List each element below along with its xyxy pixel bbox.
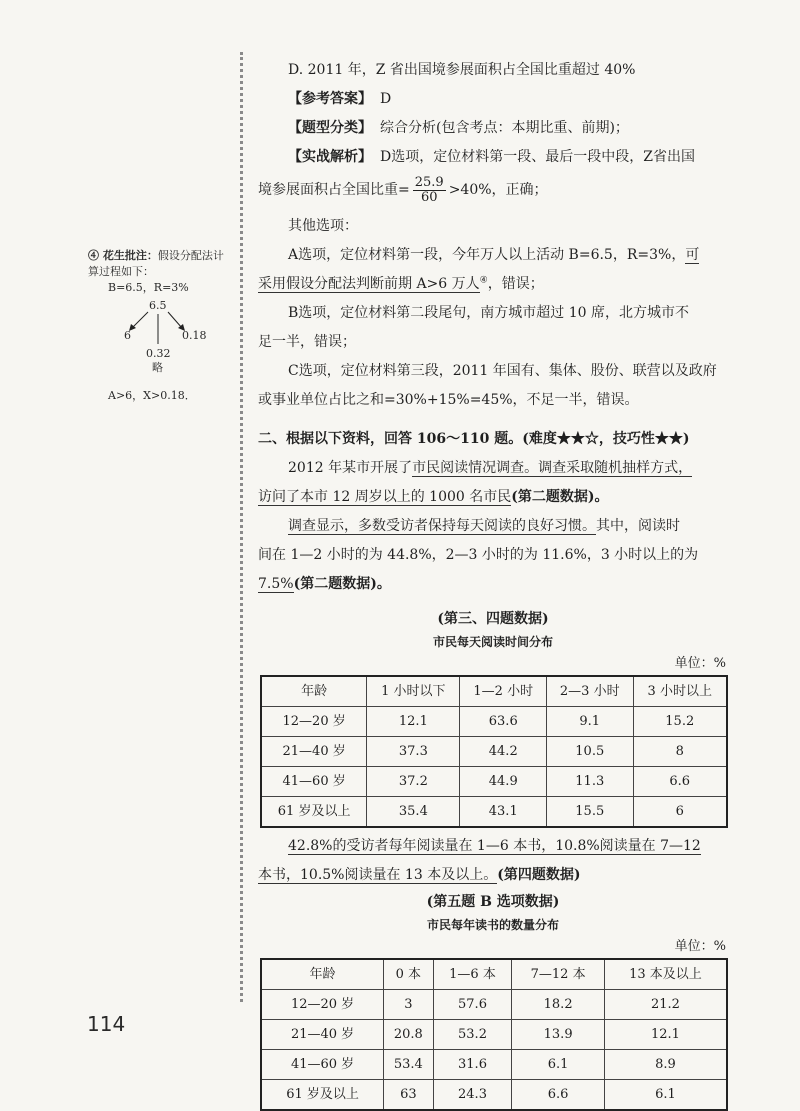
table-row: [261, 1020, 727, 1050]
table-header-cell: 1—2 小时: [460, 676, 547, 707]
type-row: [258, 114, 728, 143]
option-a-line2: [258, 270, 728, 299]
table-header-cell: 1—6 本: [433, 959, 512, 990]
answer-label: 【参考答案】: [288, 91, 372, 107]
answer-value: D: [380, 91, 392, 107]
analysis-row: [258, 143, 728, 172]
section-heading: 二、根据以下资料，回答 106～110 题。(难度★★☆，技巧性★★): [258, 431, 690, 447]
table-cell: 35.4: [367, 797, 460, 828]
table-cell: 12.1: [367, 707, 460, 737]
table-cell: 15.5: [547, 797, 634, 828]
option-d: D. 2011 年，Z 省出国境参展面积占全国比重超过 40%: [288, 62, 636, 78]
type-label: 【题型分类】: [288, 120, 372, 136]
table1-caption: 市民每天阅读时间分布: [432, 635, 553, 649]
section-p2-line2: 间在 1—2 小时的为 44.8%，2—3 小时的为 11.6%，3 小时以上的为: [258, 547, 699, 563]
table-row: [261, 990, 727, 1020]
p1-pre: 2012 年某市开展了: [288, 460, 413, 476]
table-row: [261, 767, 727, 797]
table-row: [261, 707, 727, 737]
option-a-underline: 可: [685, 247, 700, 263]
table-header-cell: 0 本: [384, 959, 434, 990]
table-cell: 44.9: [460, 767, 547, 797]
option-c-line1: C选项，定位材料第三段，2011 年国有、集体、股份、联营以及政府: [288, 363, 717, 379]
table-cell: 12.1: [604, 1020, 727, 1050]
diagram-bottom-note: 略: [152, 361, 163, 374]
p3-underline-2: 本书，10.5%阅读量在 13 本及以上。: [258, 867, 498, 883]
table-cell: 24.3: [433, 1080, 512, 1111]
table-header-row: [261, 676, 727, 707]
table-cell: 53.2: [433, 1020, 512, 1050]
sidebar-annotation: [88, 248, 238, 404]
table-cell: 37.3: [367, 737, 460, 767]
table-cell: 3: [384, 990, 434, 1020]
section-p1-line1: [258, 454, 728, 483]
table-cell: 12—20 岁: [261, 990, 384, 1020]
p1-post: (第二题数据)。: [511, 489, 609, 505]
table-cell: 6.6: [512, 1080, 604, 1111]
paragraph3-line2: [258, 861, 728, 890]
table-row: [261, 1050, 727, 1080]
others-title: 其他选项：: [288, 218, 358, 234]
table-cell: 8.9: [604, 1050, 727, 1080]
table2-unit: 单位：%: [674, 939, 726, 954]
diagram-top-value: 6.5: [149, 299, 167, 312]
reading-time-table: [260, 675, 728, 828]
table-cell: 43.1: [460, 797, 547, 828]
table-cell: 20.8: [384, 1020, 434, 1050]
analysis-line1: D选项，定位材料第一段、最后一段中段，Z省出国: [380, 149, 695, 165]
analysis-label: 【实战解析】: [288, 149, 372, 165]
table-cell: 9.1: [547, 707, 634, 737]
section-p1-line2: [258, 483, 728, 512]
option-a-line1: [258, 241, 728, 270]
table-header-cell: 3 小时以上: [633, 676, 727, 707]
table-row: [261, 1080, 727, 1111]
fraction-denominator: 60: [420, 189, 438, 205]
table-header-cell: 年龄: [261, 959, 384, 990]
table-cell: 44.2: [460, 737, 547, 767]
option-b-line2: 足一半，错误；: [258, 334, 356, 350]
table-cell: 37.2: [367, 767, 460, 797]
table-cell: 41—60 岁: [261, 767, 367, 797]
p2-post: 其中，阅读时: [596, 518, 680, 534]
analysis-line2-post: >40%，正确；: [448, 182, 548, 198]
table-cell: 11.3: [547, 767, 634, 797]
main-content: [258, 56, 728, 1111]
sidebar-text-line2: 算过程如下：: [88, 265, 154, 278]
diagram-bottom-value: 0.32: [146, 347, 171, 360]
table-cell: 63: [384, 1080, 434, 1111]
table1-heading: (第三、四题数据): [437, 611, 549, 627]
table1-unit: 单位：%: [674, 656, 726, 671]
table-header-cell: 7—12 本: [512, 959, 604, 990]
sidebar-title-line: [88, 248, 238, 264]
table-cell: 6.6: [633, 767, 727, 797]
table2-caption: 市民每年读书的数量分布: [426, 918, 559, 932]
table-cell: 41—60 岁: [261, 1050, 384, 1080]
option-b-line1: B选项，定位材料第二段尾句，南方城市超过 10 席，北方城市不: [288, 305, 690, 321]
p3-underline: 42.8%的受访者每年阅读量在 1—6 本书，10.8%阅读量在 7—12: [288, 838, 701, 854]
section-p2-line1: [258, 512, 728, 541]
p1-underline-2: 访问了本市 12 周岁以上的 1000 名市民: [258, 489, 512, 505]
table-cell: 21—40 岁: [261, 737, 367, 767]
table-cell: 13.9: [512, 1020, 604, 1050]
page-number: 114: [87, 1012, 126, 1036]
answer-row: [258, 85, 728, 114]
fraction: [413, 176, 446, 205]
table-cell: 61 岁及以上: [261, 1080, 384, 1111]
table-cell: 15.2: [633, 707, 727, 737]
table-cell: 63.6: [460, 707, 547, 737]
fraction-numerator: 25.9: [414, 174, 444, 190]
table-cell: 10.5: [547, 737, 634, 767]
p1-underline: 市民阅读情况调查。调查采取随机抽样方式，: [412, 460, 693, 476]
section-p2-line3: [258, 570, 728, 599]
footnote-marker: ④: [479, 275, 488, 286]
table-cell: 21—40 岁: [261, 1020, 384, 1050]
diagram-right-value: 0.18: [182, 329, 207, 342]
table-cell: 12—20 岁: [261, 707, 367, 737]
table-cell: 6: [633, 797, 727, 828]
table-cell: 57.6: [433, 990, 512, 1020]
table-cell: 31.6: [433, 1050, 512, 1080]
p3-post: (第四题数据): [497, 867, 581, 883]
table-cell: 53.4: [384, 1050, 434, 1080]
margin-divider: [240, 52, 243, 1002]
option-a-post: ，错误；: [487, 276, 544, 292]
table-header-cell: 2—3 小时: [547, 676, 634, 707]
p2-underline: 调查显示，多数受访者保持每天阅读的良好习惯。: [288, 518, 596, 534]
diagram-left-value: 6: [124, 329, 131, 342]
sidebar-formula: B=6.5，R=3%: [108, 281, 189, 294]
type-value: 综合分析(包含考点：本期比重、前期)；: [380, 120, 629, 136]
table-row: [261, 797, 727, 828]
option-a-text: A选项，定位材料第一段，今年万人以上活动 B=6.5，R=3%，: [288, 247, 686, 263]
allocation-diagram: [88, 298, 238, 388]
table-header-cell: 1 小时以下: [367, 676, 460, 707]
table-header-row: [261, 959, 727, 990]
sidebar-conclusion: A>6，X>0.18．: [108, 389, 196, 402]
table-row: [261, 737, 727, 767]
p2-post-3: (第二题数据)。: [293, 576, 391, 592]
table2-heading: (第五题 B 选项数据): [426, 894, 560, 910]
table-cell: 6.1: [512, 1050, 604, 1080]
table-cell: 6.1: [604, 1080, 727, 1111]
option-a-underline-2: 采用假设分配法判断前期 A>6 万人: [258, 276, 480, 292]
table-cell: 18.2: [512, 990, 604, 1020]
table-header-cell: 13 本及以上: [604, 959, 727, 990]
books-per-year-table: [260, 958, 728, 1111]
option-c-line2: 或事业单位占比之和=30%+15%=45%，不足一半，错误。: [258, 392, 639, 408]
table-cell: 8: [633, 737, 727, 767]
paragraph3-line1: [258, 832, 728, 861]
table-cell: 61 岁及以上: [261, 797, 367, 828]
table-header-cell: 年龄: [261, 676, 367, 707]
table-cell: 21.2: [604, 990, 727, 1020]
sidebar-title: ④ 花生批注：: [88, 249, 158, 262]
p2-underline-3: 7.5%: [258, 576, 294, 592]
analysis-line2-pre: 境参展面积占全国比重=: [258, 182, 410, 198]
sidebar-text: 假设分配法计: [157, 249, 224, 262]
analysis-line2: [258, 172, 728, 208]
